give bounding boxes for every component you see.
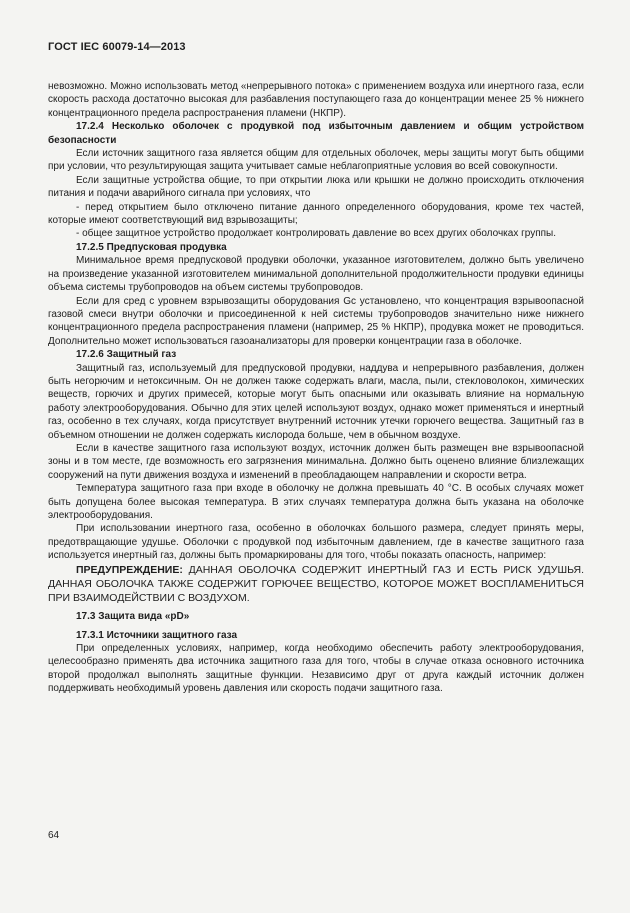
paragraph: При использовании инертного газа, особенно в оболочках большого размера, следует принять меры, предотвращающие удушье. Оболочки с продувкой под избыточным давлением, где в качестве защитного газа используется инертный газ, должны быть промаркированы для того, чтобы показать опасность, например: (48, 523, 584, 562)
paragraph: Если источник защитного газа является общим для отдельных оболочек, меры защиты могут быть общими при условии, что результирующая защита учитывает самые неблагоприятные условия во всей совокупности. (48, 148, 584, 173)
paragraph: Минимальное время предпусковой продувки оболочки, указанное изготовителем, должно быть увеличено на произведение указанной изготовителем минимальной дополнительной продолжительности продувки единицы объема системы трубопроводов на объем системы трубопроводов. (48, 255, 584, 294)
warning-text: ДАННАЯ ОБОЛОЧКА СОДЕРЖИТ ИНЕРТНЫЙ ГАЗ И ЕСТЬ РИСК УДУШЬЯ. ДАННАЯ ОБОЛОЧКА ТАКЖЕ СОДЕРЖИТ ГОРЮЧЕЕ ВЕЩЕСТВО, КОТОРОЕ МОЖЕТ ВОСПЛАМЕНИТЬСЯ ПРИ ВЗАИМОДЕЙСТВИИ С ВОЗДУХОМ. (48, 563, 584, 605)
paragraph: Если в качестве защитного газа используют воздух, источник должен быть размещен вне взрывоопасной зоны и в том месте, где возможность его загрязнения минимальна. Должно быть оценено влияние близлежащих сооружений на пути движения воздуха и изменений в преобладающем направлении и скорости ветра. (48, 442, 584, 481)
warning-notice (48, 563, 584, 606)
section-heading-17-3: 17.3 Защита вида «pD» (76, 611, 190, 623)
document-body (48, 80, 584, 696)
document-header: ГОСТ IEC 60079-14—2013 (48, 41, 186, 53)
section-heading-17-2-5: 17.2.5 Предпусковая продувка (76, 241, 227, 253)
paragraph: Защитный газ, используемый для предпусковой продувки, наддува и непрерывного разбавления, должен быть негорючим и нетоксичным. Он не должен также содержать влаги, масла, пыли, стекловолокон, химических веществ, горючих и других примесей, которые могут быть опасными или оказывать влияние на нормальную работу электрооборудования. Обычно для этих целей используют воздух, однако может применяться и инертный газ, особенно в тех случаях, когда присутствует внутренний источник утечки горючего вещества. Защитный газ в объемном отношении не должен содержать кислорода больше, чем в обычном воздухе. (48, 362, 584, 441)
paragraph: Температура защитного газа при входе в оболочку не должна превышать 40 °С. В особых случаях может быть допущена более высокая температура. В этих случаях температура должна быть указана на оболочке электрооборудования. (48, 483, 584, 521)
section-heading-17-2-6: 17.2.6 Защитный газ (76, 349, 177, 361)
warning-label: ПРЕДУПРЕЖДЕНИЕ: (76, 563, 183, 576)
page-number: 64 (48, 830, 60, 841)
list-item: - общее защитное устройство продолжает контролировать давление во всех других оболочках группы. (76, 228, 556, 240)
paragraph: Если для сред с уровнем взрывозащиты оборудования Gc установлено, что концентрация взрывоопасной газовой смеси внутри оболочки и присоединенной к ней системы трубопроводов значительно ниже нижнего концентрационного предела распространения пламени (например, 25 % НКПР), продувка может не проводиться. Дополнительно может использоваться газоанализаторы для проверки концентрации газа в оболочке. (48, 295, 584, 347)
paragraph: При определенных условиях, например, когда необходимо обеспечить работу электрооборудования, целесообразно применять два источника защитного газа для того, чтобы в случае отказа основного источника второй продолжал выполнять защитные функции. Независимо друг от друга каждый источник должен поддерживать необходимый уровень давления или скорость подачи защитного газа. (48, 643, 584, 695)
paragraph-continued: невозможно. Можно использовать метод «непрерывного потока» с применением воздуха или инертного газа, если скорость расхода достаточно высокая для разбавления поступающего газа до концентрации менее 25 % нижнего концентрационного предела распространения пламени (НКПР). (48, 81, 584, 119)
section-heading-17-3-1: 17.3.1 Источники защитного газа (76, 629, 238, 641)
section-heading-17-2-4: 17.2.4 Несколько оболочек с продувкой под избыточным давлением и общим устройством безопасности (48, 121, 584, 146)
list-item: - перед открытием было отключено питание данного определенного оборудования, кроме тех частей, которые имеют соответствующий вид взрывозащиты; (48, 201, 584, 227)
paragraph: Если защитные устройства общие, то при открытии люка или крышки не должно происходить отключения питания и подачи аварийного сигнала при условиях, что (48, 174, 584, 200)
